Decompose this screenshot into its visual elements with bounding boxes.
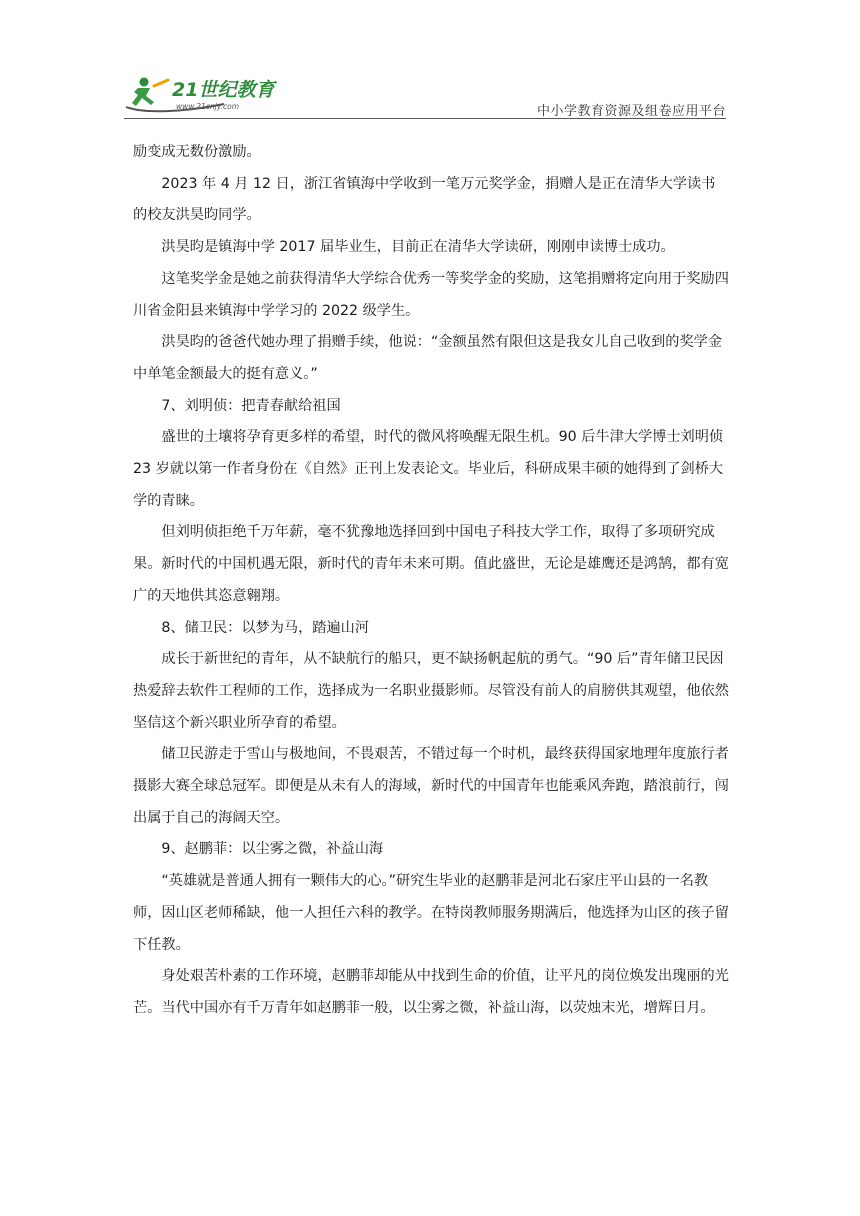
paragraph: 盛世的土壤将孕育更多样的希望，时代的微风将唤醒无限生机。90 后牛津大学博士刘明侦 23 岁就以第一作者身份在《自然》正刊上发表论文。毕业后，科研成果丰硕的她得到了剑桥大学的青睐。 (133, 429, 724, 509)
page-header (124, 70, 726, 120)
paragraph: 9、赵鹏菲：以尘雾之微，补益山海 (161, 841, 384, 858)
logo (124, 74, 294, 114)
paragraph: 储卫民游走于雪山与极地间，不畏艰苦，不错过每一个时机，最终获得国家地理年度旅行者摄影大赛全球总冠军。即便是从未有人的海域，新时代的中国青年也能乘风奔跑，踏浪前行，闯出属于自己的海阔天空。 (133, 746, 729, 826)
paragraph: 励变成无数份激励。 (133, 144, 261, 160)
platform-name: 中小学教育资源及组卷应用平台 (536, 104, 726, 119)
paragraph: 7、刘明侦：把青春献给祖国 (161, 397, 341, 414)
paragraph: 8、储卫民：以梦为马，踏遍山河 (161, 619, 370, 636)
runner-logo-icon (124, 74, 294, 114)
svg-text:www.21cnjy.com: www.21cnjy.com (176, 102, 240, 111)
paragraph: 洪昊昀的爸爸代她办理了捐赠手续，他说：“金额虽然有限但这是我女儿自己收到的奖学金中单笔金额最大的挺有意义。” (133, 334, 723, 382)
paragraph: “英雄就是普通人拥有一颗伟大的心。”研究生毕业的赵鹏菲是河北石家庄平山县的一名教师，因山区老师稀缺，他一人担任六科的教学。在特岗教师服务期满后，他选择为山区的孩子留下任教。 (133, 873, 729, 953)
paragraph: 身处艰苦朴素的工作环境，赵鹏菲却能从中找到生命的价值，让平凡的岗位焕发出瑰丽的光芒。当代中国亦有千万青年如赵鹏菲一般，以尘雾之微，补益山海，以荧烛末光，增辉日月。 (133, 968, 729, 1016)
paragraph: 但刘明侦拒绝千万年薪，毫不犹豫地选择回到中国电子科技大学工作，取得了多项研究成果。新时代的中国机遇无限，新时代的青年未来可期。值此盛世，无论是雄鹰还是鸿鹄，都有宽广的天地供其恣意翱翔。 (133, 524, 729, 604)
header-divider (124, 118, 726, 119)
paragraph: 2023 年 4 月 12 日，浙江省镇海中学收到一笔万元奖学金，捐赠人是正在清华大学读书的校友洪昊昀同学。 (133, 175, 716, 224)
svg-text:21世纪教育: 21世纪教育 (172, 79, 275, 101)
paragraph: 洪昊昀是镇海中学 2017 届毕业生，目前正在清华大学读研，刚刚申读博士成功。 (161, 239, 675, 256)
document-body (133, 137, 729, 1025)
paragraph: 成长于新世纪的青年，从不缺航行的船只，更不缺扬帆起航的勇气。“90 后”青年储卫民因热爱辞去软件工程师的工作，选择成为一名职业摄影师。尽管没有前人的肩膀供其观望，他依然坚信这个新兴职业所孕育的希望。 (133, 651, 729, 731)
paragraph: 这笔奖学金是她之前获得清华大学综合优秀一等奖学金的奖励，这笔捐赠将定向用于奖励四川省金阳县来镇海中学学习的 2022 级学生。 (133, 270, 729, 319)
